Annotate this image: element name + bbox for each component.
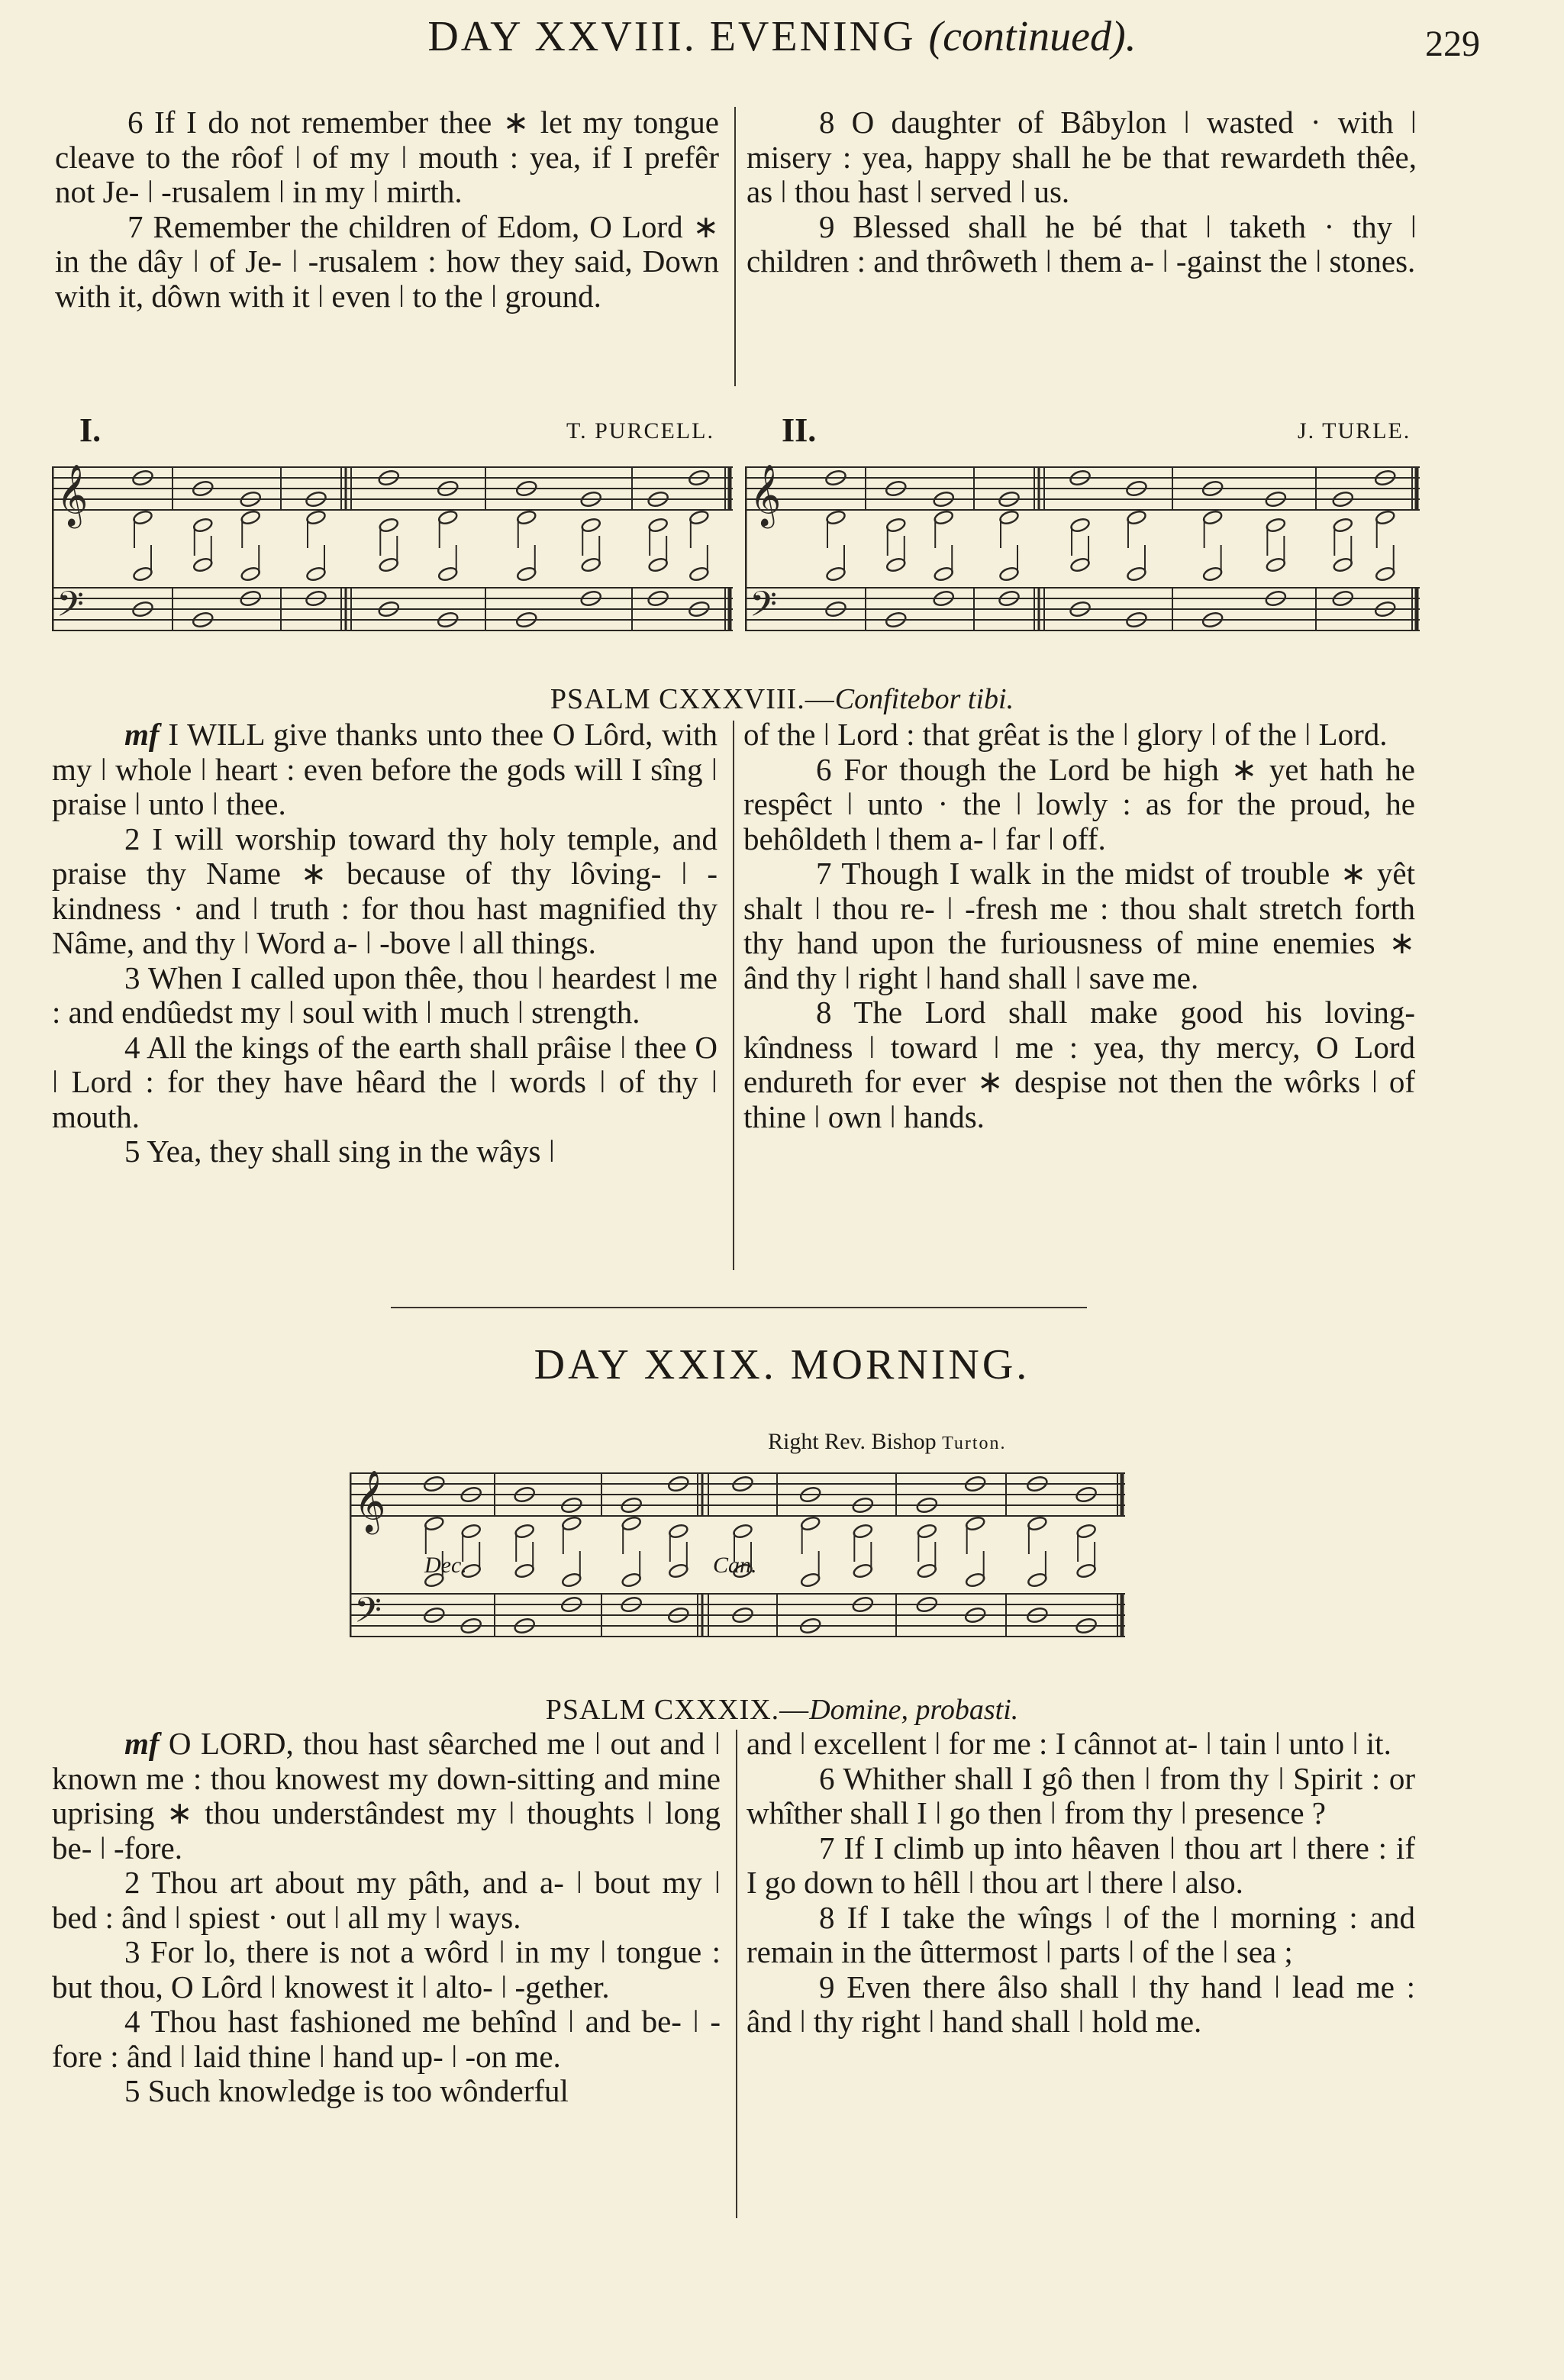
psalm137-right-column [747,105,1417,279]
verse: 2 Thou art about my pâth, and a- ǀ bout my ǀ bed : ând ǀ spiest · out ǀ all my ǀ ways. [52,1865,721,1935]
half-note [1333,556,1353,572]
half-note [621,1515,642,1531]
half-note [917,1523,937,1539]
verse: 2 I will worship toward thy holy temple, and praise thy Name ∗ because of thy lôving- ǀ -kindness · and ǀ truth : for thou hast magnified thy Nâme, and thy ǀ Word a- ǀ -bove ǀ all things. [52,821,718,960]
composer-prefix: Right Rev. Bishop [768,1429,943,1454]
half-note [561,1515,582,1531]
half-note [917,1562,937,1579]
tune-composer-2: J. TURLE. [1298,418,1411,443]
half-note [800,1572,821,1588]
half-note [668,1523,688,1539]
verse: 4 All the kings of the earth shall prâise ǀ thee O ǀ Lord : for they have hêard the ǀ words ǀ of thy ǀ mouth. [52,1029,718,1134]
half-note [998,509,1019,525]
verse: 6 Whither shall I gô then ǀ from thy ǀ Spirit : or whîther shall I ǀ go then ǀ from thy ǀ presence ? [747,1760,1415,1830]
half-note [516,566,537,582]
psalm138-heading [0,682,1564,716]
half-note [1202,566,1223,582]
half-note [688,566,709,582]
half-note [885,517,906,533]
column-divider [733,721,734,1270]
verse: 8 If I take the wîngs ǀ of the ǀ morning : and remain in the ûttermost ǀ parts ǀ of the ǀ sea ; [747,1899,1415,1969]
half-note [1069,517,1090,533]
verse: 3 For lo, there is not a wôrd ǀ in my ǀ tongue : but thou, O Lôrd ǀ knowest it ǀ alto- ǀ -gether. [52,1934,721,2004]
section-divider [391,1307,1087,1308]
half-note [1069,556,1090,572]
half-note [1266,517,1286,533]
treble-clef: 𝄞 [354,1469,386,1532]
half-note [1027,1572,1047,1588]
verse: O LORD, thou hast sêarched me ǀ out and ǀ known me : thou knowest my down-sitting and mine uprising ∗ thou understândest my ǀ thoughts ǀ long be- ǀ -fore. [52,1726,721,1866]
half-note [688,509,709,525]
psalm138-latin: Confitebor tibi. [834,683,1014,715]
half-note [732,1523,753,1539]
half-note [132,509,153,525]
verse: and ǀ excellent ǀ for me : I cânnot at- ǀ tain ǀ unto ǀ it. [747,1726,1391,1761]
half-note [1375,509,1395,525]
half-note [581,556,601,572]
treble-clef: 𝄞 [56,463,89,526]
verse: 7 If I climb up into hêaven ǀ thou art ǀ there : if I go down to hêll ǀ thou art ǀ there ǀ also. [747,1830,1415,1900]
half-note [1027,1515,1047,1531]
verse: 3 When I called upon thêe, thou ǀ heardest ǀ me : and endûedst my ǀ soul with ǀ much ǀ strength. [52,959,718,1030]
psalm138-right-column [743,718,1415,1134]
half-note [437,566,458,582]
half-note [1126,566,1146,582]
half-note [379,517,399,533]
half-note [825,566,846,582]
verse: 8 O daughter of Bâbylon ǀ wasted · with ǀ misery : yea, happy shall he be that rewardeth thêe, as ǀ thou hast ǀ served ǀ us. [747,105,1417,209]
half-note [192,556,213,572]
half-note [132,566,153,582]
verse: 8 The Lord shall make good his loving-kîndness ǀ toward ǀ me : yea, thy mercy, O Lord endureth for ever ∗ despise not then the wôrks ǀ of thine ǀ own ǀ hands. [743,995,1415,1134]
half-note [1375,566,1395,582]
psalm139-heading [0,1693,1564,1727]
half-note [1333,517,1353,533]
verse: 7 Remember the children of Edom, O Lord ∗ in the dây ǀ of Je- ǀ -rusalem : how they said, Down with it, dôwn with it ǀ even ǀ to the ǀ ground. [55,208,719,314]
half-note [1202,509,1223,525]
half-note [561,1572,582,1588]
half-note [998,566,1019,582]
half-note [581,517,601,533]
tune-composer-1: T. PURCELL. [566,418,714,443]
half-note [192,517,213,533]
half-note [240,566,261,582]
half-note [305,566,326,582]
psalm137-left-column [55,105,719,314]
half-note [1266,556,1286,572]
tune-number-2: II. [782,411,817,449]
bass-clef: 𝄢 [354,1590,382,1640]
running-title: DAY XXVIII. EVENING [427,13,916,60]
half-note [647,556,668,572]
half-note [461,1523,482,1539]
verse: 9 Even there âlso shall ǀ thy hand ǀ lead me : ând ǀ thy right ǀ hand shall ǀ hold me. [747,1969,1415,2039]
half-note [240,509,261,525]
half-note [1126,509,1146,525]
chant-score-1 [52,450,733,679]
half-note [825,509,846,525]
treble-clef: 𝄞 [750,463,782,526]
verse: of the ǀ Lord : that grêat is the ǀ glory ǀ of the ǀ Lord. [743,717,1388,752]
half-note [934,566,954,582]
half-note [514,1523,535,1539]
half-note [934,509,954,525]
decani-marking: Dec. [424,1553,467,1578]
verse: 5 Such knowledge is too wônderful [124,2073,569,2108]
composer-name: Turton. [942,1433,1007,1453]
half-note [965,1572,985,1588]
half-note [647,517,668,533]
psalm139-right-column [747,1727,1415,2040]
psalm139-latin: Domine, probasti. [809,1694,1019,1726]
bass-clef: 𝄢 [750,584,778,634]
column-divider [734,107,736,386]
running-continued: (continued). [928,13,1137,60]
bass-clef: 𝄢 [56,584,85,634]
psalm139-left-column [52,1727,721,2109]
half-note [1075,1523,1096,1539]
verse: 5 Yea, they shall sing in the wâys ǀ [124,1134,555,1169]
half-note [1075,1562,1096,1579]
cantoris-marking: Can. [713,1553,757,1578]
verse: 7 Though I walk in the midst of trouble ∗ yêt shalt ǀ thou re- ǀ -fresh me : thou shalt stretch forth thy hand upon the furiousness of mine enemies ∗ ând thy ǀ right ǀ hand shall ǀ save me. [743,856,1415,995]
half-note [437,509,458,525]
day29-composer [768,1429,1007,1455]
psalm138-left-column [52,718,718,1169]
half-note [885,556,906,572]
dynamic-marking: mf [124,717,160,752]
dynamic-marking: mf [124,1726,160,1761]
verse: I WILL give thanks unto thee O Lôrd, with my ǀ whole ǀ heart : even before the gods will I sîng ǀ praise ǀ unto ǀ thee. [52,717,718,821]
chant-score-2 [745,450,1420,679]
half-note [621,1572,642,1588]
half-note [379,556,399,572]
half-note [965,1515,985,1531]
column-divider [736,1730,737,2218]
running-header [0,12,1564,61]
half-note [853,1523,873,1539]
verse: 6 If I do not remember thee ∗ let my tongue cleave to the rôof ǀ of my ǀ mouth : yea, if I prefêr not Je- ǀ -rusalem ǀ in my ǀ mirth. [55,105,719,209]
psalm139-title: PSALM CXXXIX.— [545,1694,810,1726]
verse: 9 Blessed shall he bé that ǀ taketh · thy ǀ children : and thrôweth ǀ them a- ǀ -gainst the ǀ stones. [747,208,1417,279]
tune-number-1: I. [79,411,102,449]
half-note [424,1515,444,1531]
psalm138-title: PSALM CXXXVIII.— [550,683,835,715]
half-note [800,1515,821,1531]
half-note [516,509,537,525]
half-note [668,1562,688,1579]
verse: 4 Thou hast fashioned me behînd ǀ and be- ǀ -fore : ând ǀ laid thine ǀ hand up- ǀ -on me. [52,2004,721,2074]
half-note [305,509,326,525]
half-note [853,1562,873,1579]
page-number: 229 [1425,24,1480,64]
half-note [514,1562,535,1579]
day29-heading: DAY XXIX. MORNING. [534,1341,1030,1388]
verse: 6 For though the Lord be high ∗ yet hath he respêct ǀ unto · the ǀ lowly : as for the proud, he behôldeth ǀ them a- ǀ far ǀ off. [743,751,1415,856]
